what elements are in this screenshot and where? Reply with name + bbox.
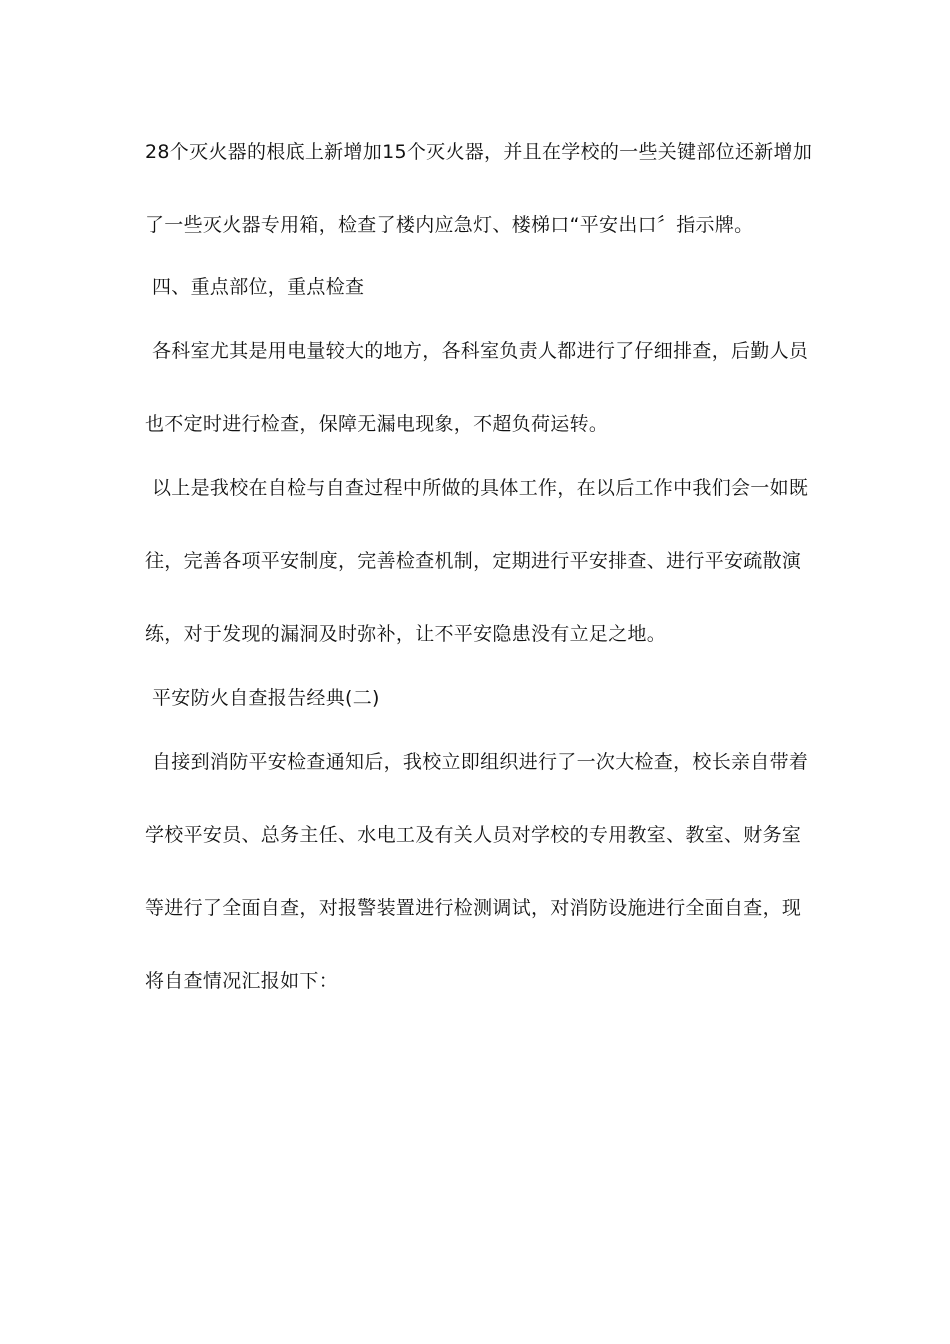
document-title: 平安防火自查报告经典(二) bbox=[152, 687, 380, 709]
body-text-line: 往，完善各项平安制度，完善检查机制，定期进行平安排查、进行平安疏散演 bbox=[145, 550, 802, 572]
body-text-line: 将自查情况汇报如下： bbox=[145, 970, 339, 992]
body-text-line: 了一些灭火器专用箱，检查了楼内应急灯、楼梯口“平安出口〞指示牌。 bbox=[145, 214, 754, 236]
body-text-line: 各科室尤其是用电量较大的地方，各科室负责人都进行了仔细排查，后勤人员 bbox=[152, 340, 809, 362]
body-text-line: 28个灭火器的根底上新增加15个灭火器，并且在学校的一些关键部位还新增加 bbox=[145, 141, 813, 163]
body-text-line: 以上是我校在自检与自查过程中所做的具体工作，在以后工作中我们会一如既 bbox=[152, 477, 809, 499]
body-text-line: 学校平安员、总务主任、水电工及有关人员对学校的专用教室、教室、财务室 bbox=[145, 824, 802, 846]
section-heading: 四、重点部位，重点检查 bbox=[152, 276, 365, 298]
body-text-line: 自接到消防平安检查通知后，我校立即组织进行了一次大检查，校长亲自带着 bbox=[152, 751, 809, 773]
body-text-line: 等进行了全面自查，对报警装置进行检测调试，对消防设施进行全面自查，现 bbox=[145, 897, 802, 919]
body-text-line: 练，对于发现的漏洞及时弥补，让不平安隐患没有立足之地。 bbox=[145, 623, 667, 645]
body-text-line: 也不定时进行检查，保障无漏电现象，不超负荷运转。 bbox=[145, 413, 609, 435]
